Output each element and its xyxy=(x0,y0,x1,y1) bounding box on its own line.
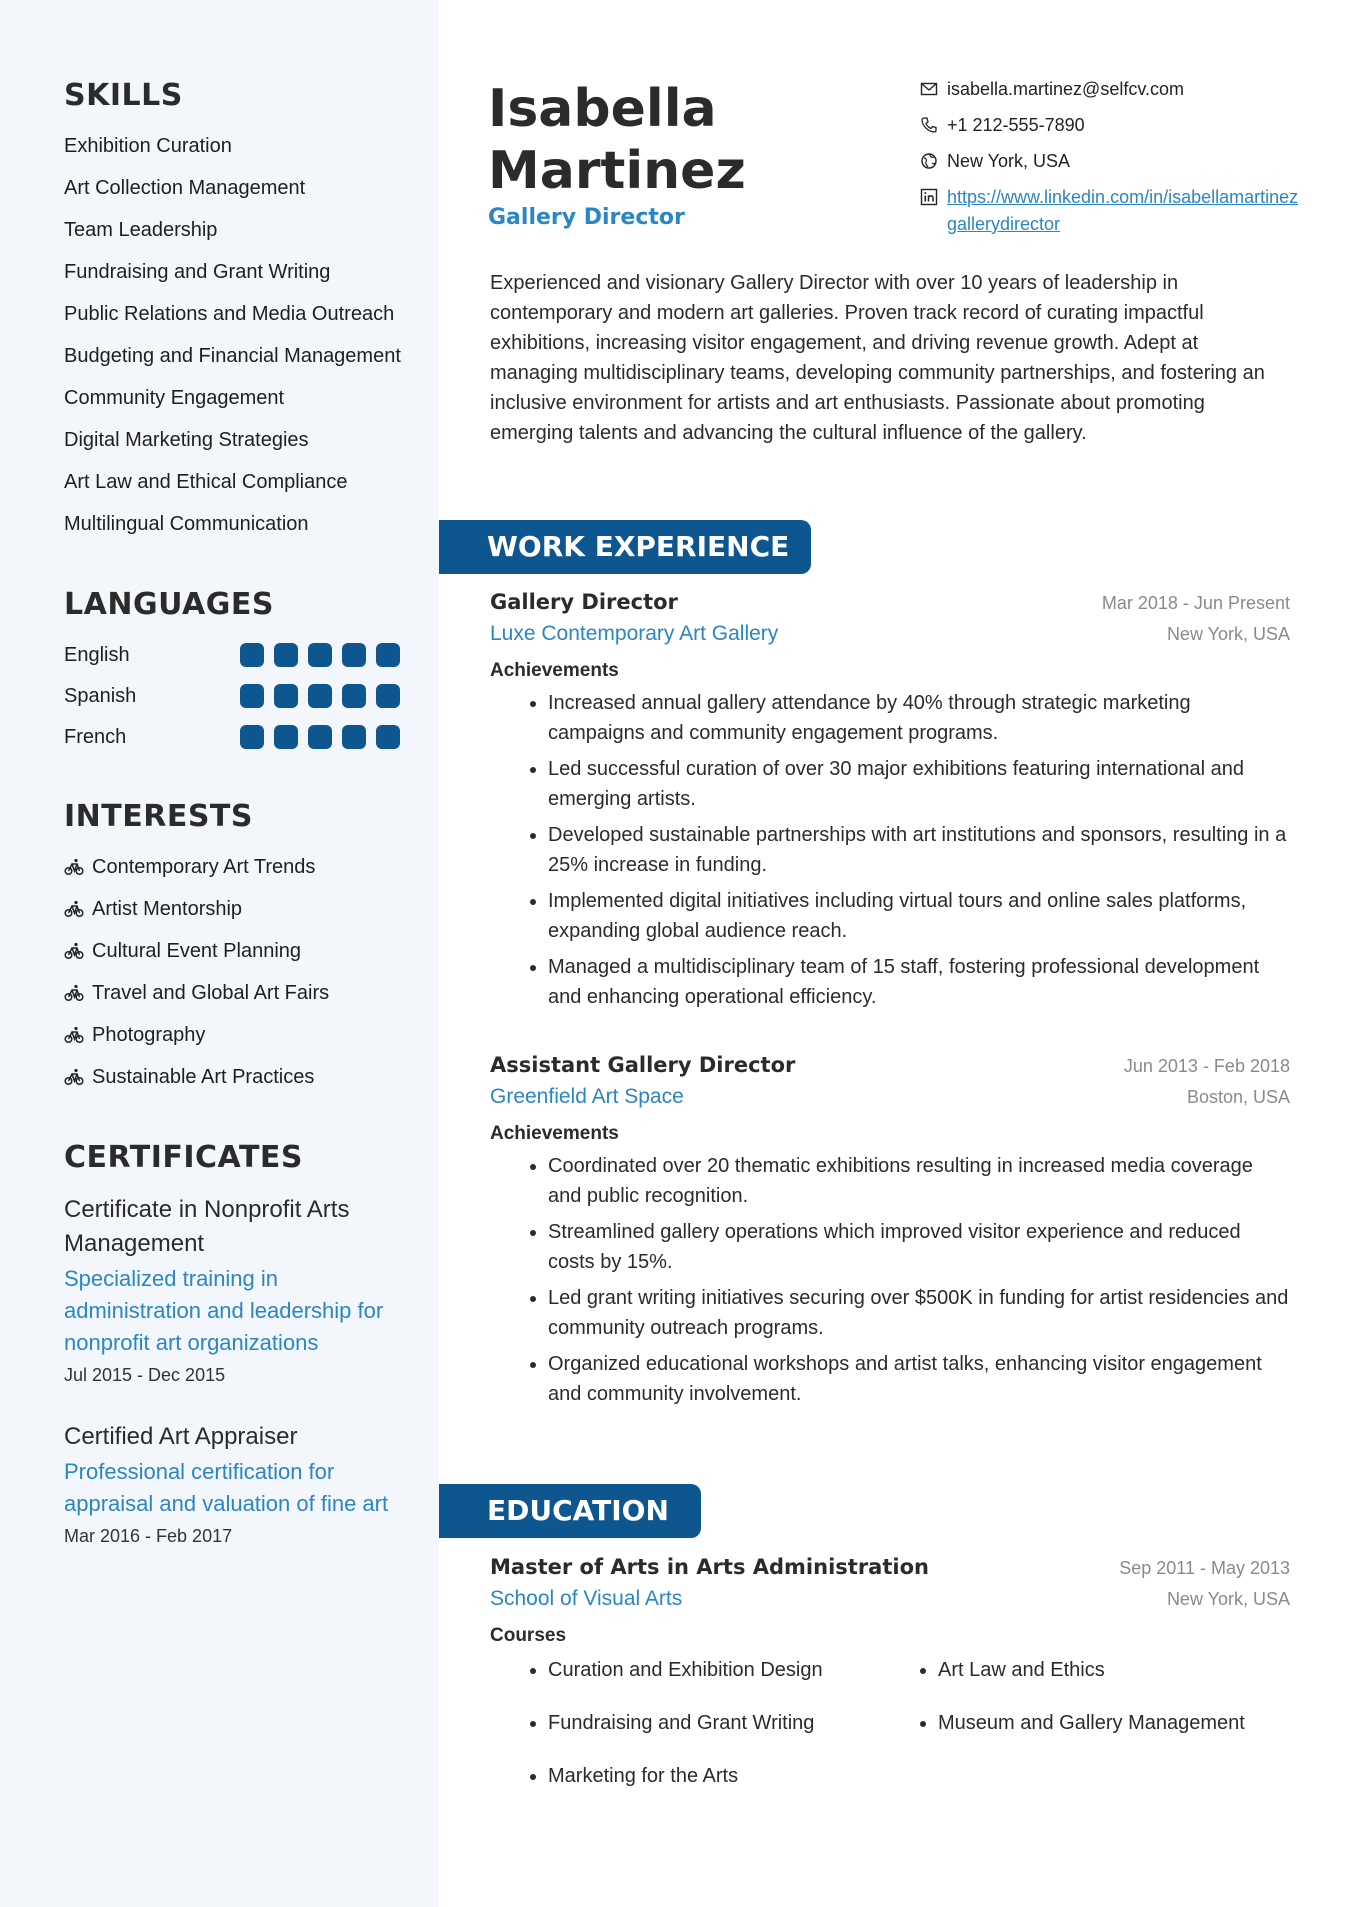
job-company: Luxe Contemporary Art Gallery xyxy=(490,622,779,645)
bicycle-icon xyxy=(64,1067,84,1087)
bicycle-icon xyxy=(64,941,84,961)
certificates-heading: CERTIFICATES xyxy=(64,1140,304,1175)
contact-email xyxy=(920,76,1300,103)
skill-item: Exhibition Curation xyxy=(64,135,232,157)
interest-label: Sustainable Art Practices xyxy=(92,1066,315,1088)
interest-label: Photography xyxy=(92,1024,206,1046)
achievement-item: • Implemented digital initiatives including virtual tours and online sales platforms, expanding global audience reach. xyxy=(548,886,1290,946)
bicycle-icon xyxy=(64,1025,84,1045)
certificate-item xyxy=(64,1193,404,1386)
language-name: English xyxy=(64,643,130,666)
interest-item xyxy=(64,1020,404,1050)
degree-title: Master of Arts in Arts Administration xyxy=(490,1555,929,1579)
language-item xyxy=(64,640,404,670)
rating-dot xyxy=(240,725,264,749)
courses-heading: Courses xyxy=(490,1625,567,1646)
achievement-item: • Developed sustainable partnerships with art institutions and sponsors, resulting in a 25% increase in funding. xyxy=(548,820,1290,880)
interest-item xyxy=(64,894,404,924)
email-text[interactable]: isabella.martinez@selfcv.com xyxy=(947,79,1185,99)
candidate-name xyxy=(488,78,818,202)
course-item: Museum and Gallery Management xyxy=(938,1712,1245,1734)
certificate-title: Certificate in Nonprofit Arts Management xyxy=(64,1196,350,1257)
achievement-item: • Streamlined gallery operations which improved visitor experience and reduced costs by 15%. xyxy=(548,1217,1290,1277)
job-date: Jun 2013 - Feb 2018 xyxy=(1123,1056,1290,1076)
achievements-list xyxy=(490,688,1290,1012)
course-item: Art Law and Ethics xyxy=(938,1659,1105,1681)
last-name: Martinez xyxy=(488,141,746,201)
achievement-item: • Led grant writing initiatives securing over $500K in funding for artist residencies and community outreach programs. xyxy=(548,1283,1290,1343)
interest-label: Contemporary Art Trends xyxy=(92,856,316,878)
education-date: Sep 2011 - May 2013 xyxy=(1119,1558,1290,1578)
interest-item xyxy=(64,936,404,966)
skill-item: Budgeting and Financial Management xyxy=(64,345,401,367)
language-rating xyxy=(240,684,400,708)
bicycle-icon xyxy=(64,899,84,919)
rating-dot xyxy=(342,643,366,667)
course-item: Fundraising and Grant Writing xyxy=(548,1712,815,1734)
certificate-date: Mar 2016 - Feb 2017 xyxy=(64,1526,233,1546)
course-item: Marketing for the Arts xyxy=(548,1765,739,1787)
bicycle-icon xyxy=(64,857,84,877)
location-text: New York, USA xyxy=(947,151,1071,171)
skills-heading: SKILLS xyxy=(64,78,183,113)
skill-item: Art Law and Ethical Compliance xyxy=(64,471,348,493)
certificate-description: Professional certification for appraisal and valuation of fine art xyxy=(64,1459,389,1516)
achievement-item: • Managed a multidisciplinary team of 15 staff, fostering professional development and enhancing operational efficiency. xyxy=(548,952,1290,1012)
rating-dot xyxy=(376,684,400,708)
interest-item xyxy=(64,1062,404,1092)
globe-icon xyxy=(920,152,938,170)
contact-block xyxy=(920,76,1300,247)
languages-heading: LANGUAGES xyxy=(64,587,274,622)
skill-item: Team Leadership xyxy=(64,219,218,241)
job-entry xyxy=(490,1053,1290,1415)
job-title: Gallery Director xyxy=(490,590,678,614)
achievement-item: • Increased annual gallery attendance by 40% through strategic marketing campaigns and community engagement programs. xyxy=(548,688,1290,748)
phone-icon xyxy=(920,116,938,134)
rating-dot xyxy=(376,643,400,667)
linkedin-link[interactable]: https://www.linkedin.com/in/isabellamartinezgallerydirector xyxy=(947,187,1299,234)
education-entry xyxy=(490,1555,1290,1791)
contact-linkedin xyxy=(920,184,1300,238)
rating-dot xyxy=(240,684,264,708)
achievement-item: • Led successful curation of over 30 major exhibitions featuring international and emerging artists. xyxy=(548,754,1290,814)
skill-item: Multilingual Communication xyxy=(64,513,309,535)
skill-item: Community Engagement xyxy=(64,387,285,409)
job-entry xyxy=(490,590,1290,1018)
rating-dot xyxy=(308,725,332,749)
courses-list xyxy=(490,1655,1290,1791)
interests-list xyxy=(64,852,404,1092)
skill-item: Public Relations and Media Outreach xyxy=(64,303,395,325)
contact-location xyxy=(920,148,1300,175)
languages-list xyxy=(64,640,404,752)
contact-phone xyxy=(920,112,1300,139)
interest-label: Travel and Global Art Fairs xyxy=(92,982,330,1004)
sidebar xyxy=(0,0,439,1907)
achievement-item: • Organized educational workshops and artist talks, enhancing visitor engagement and community involvement. xyxy=(548,1349,1290,1409)
interests-heading: INTERESTS xyxy=(64,799,253,834)
achievement-item: • Coordinated over 20 thematic exhibitions resulting in increased media coverage and public recognition. xyxy=(548,1151,1290,1211)
envelope-icon xyxy=(920,80,938,98)
achievements-heading: Achievements xyxy=(490,1123,619,1144)
language-item xyxy=(64,681,404,711)
language-name: French xyxy=(64,725,127,748)
interest-label: Cultural Event Planning xyxy=(92,940,302,962)
education-heading: EDUCATION xyxy=(439,1484,701,1538)
course-item: Curation and Exhibition Design xyxy=(548,1659,823,1681)
achievements-list xyxy=(490,1151,1290,1409)
rating-dot xyxy=(308,684,332,708)
rating-dot xyxy=(274,643,298,667)
rating-dot xyxy=(308,643,332,667)
interest-label: Artist Mentorship xyxy=(92,898,243,920)
certificate-title: Certified Art Appraiser xyxy=(64,1423,298,1450)
rating-dot xyxy=(274,725,298,749)
rating-dot xyxy=(342,725,366,749)
achievements-heading: Achievements xyxy=(490,660,619,681)
job-title-headline: Gallery Director xyxy=(488,205,685,230)
phone-text[interactable]: +1 212-555-7890 xyxy=(947,115,1085,135)
rating-dot xyxy=(342,684,366,708)
skill-item: Digital Marketing Strategies xyxy=(64,429,309,451)
certificate-item xyxy=(64,1420,404,1547)
profile-summary: Experienced and visionary Gallery Director with over 10 years of leadership in contemporary and modern art galleries. Proven track record of curating impactful exhibitions, increasing visitor engagement, and driving revenue growth. Adept at managing multidisciplinary teams, developing community partnerships, and fostering an inclusive environment for artists and art enthusiasts. Passionate about promoting emerging talents and advancing the cultural influence of the gallery. xyxy=(490,272,1265,444)
certificate-date: Jul 2015 - Dec 2015 xyxy=(64,1365,226,1385)
skills-list xyxy=(64,131,404,539)
first-name: Isabella xyxy=(488,79,717,139)
language-name: Spanish xyxy=(64,684,137,707)
interest-item xyxy=(64,978,404,1008)
skill-item: Art Collection Management xyxy=(64,177,306,199)
skill-item: Fundraising and Grant Writing xyxy=(64,261,331,283)
interest-item xyxy=(64,852,404,882)
bicycle-icon xyxy=(64,983,84,1003)
job-location: New York, USA xyxy=(1166,624,1290,644)
job-location: Boston, USA xyxy=(1186,1087,1290,1107)
language-rating xyxy=(240,643,400,667)
language-item xyxy=(64,722,404,752)
language-rating xyxy=(240,725,400,749)
rating-dot xyxy=(240,643,264,667)
rating-dot xyxy=(376,725,400,749)
certificate-description: Specialized training in administration and leadership for nonprofit art organizations xyxy=(64,1266,384,1355)
school-name: School of Visual Arts xyxy=(490,1587,683,1610)
job-company: Greenfield Art Space xyxy=(490,1085,684,1108)
linkedin-icon xyxy=(920,188,938,206)
rating-dot xyxy=(274,684,298,708)
work-experience-heading: WORK EXPERIENCE xyxy=(439,520,811,574)
job-title: Assistant Gallery Director xyxy=(490,1053,796,1077)
education-location: New York, USA xyxy=(1166,1589,1290,1609)
job-date: Mar 2018 - Jun Present xyxy=(1101,593,1290,613)
